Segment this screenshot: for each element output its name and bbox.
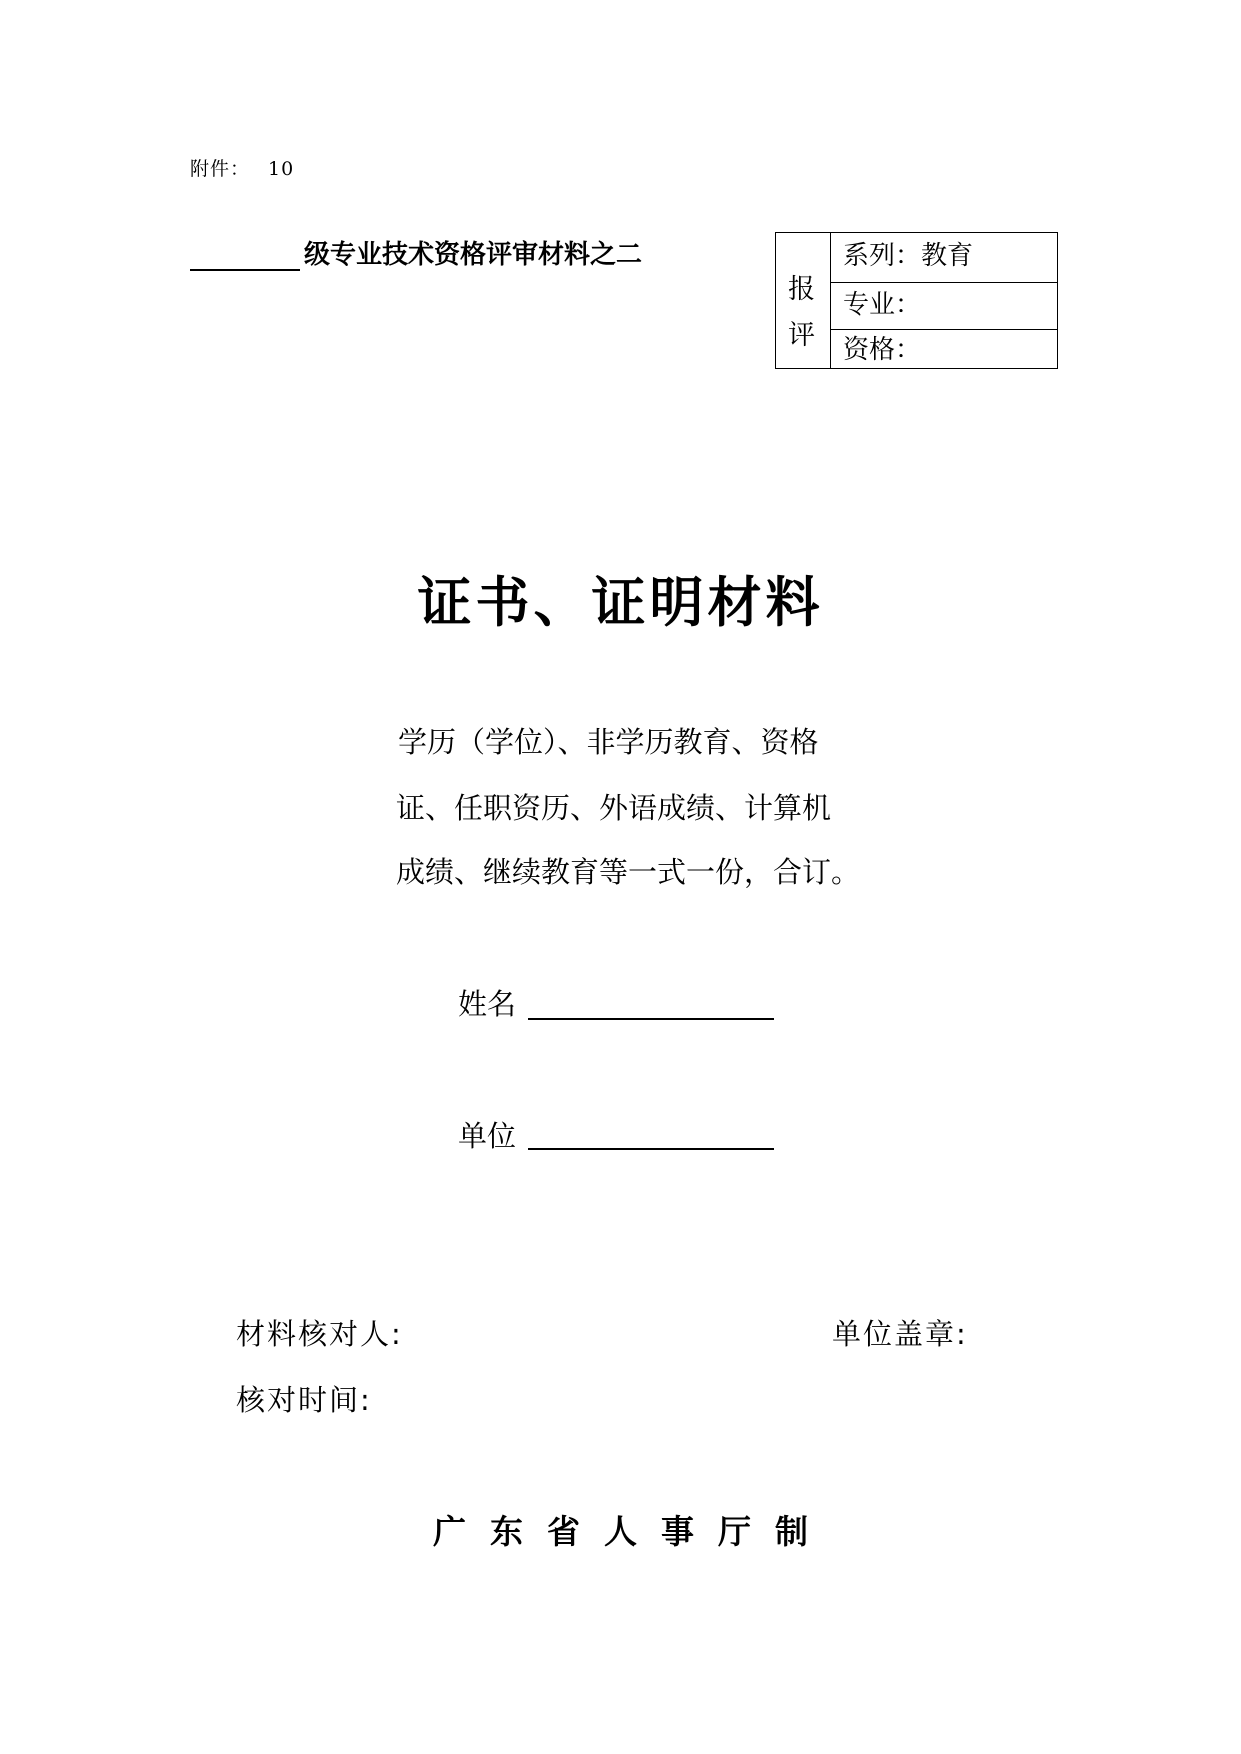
description-line-1: 学历（学位）、非学历教育、资格 — [398, 725, 819, 759]
issuer-char: 制 — [775, 1512, 808, 1551]
issuer-footer — [0, 1506, 1241, 1553]
issuer-char: 人 — [604, 1512, 637, 1551]
attachment-label — [190, 154, 294, 181]
review-row-major: 专业： — [831, 283, 1057, 330]
review-side-char-2: 评 — [788, 320, 815, 351]
review-side-char-1: 报 — [788, 274, 815, 305]
issuer-char: 广 — [433, 1512, 466, 1551]
review-info-box — [775, 232, 1058, 369]
description-line-3: 成绩、继续教育等一式一份，合订。 — [396, 855, 861, 889]
page-title: 证书、证明材料 — [417, 571, 824, 634]
review-side-label — [776, 233, 831, 368]
seal-label: 单位盖章: — [832, 1317, 968, 1351]
review-row-series: 系列：教育 — [831, 233, 1057, 283]
issuer-char: 事 — [661, 1512, 694, 1551]
unit-field-line[interactable] — [528, 1148, 774, 1150]
unit-label: 单位 — [458, 1119, 517, 1153]
attachment-label-text: 附件： — [190, 158, 251, 180]
description-line-2: 证、任职资历、外语成绩、计算机 — [396, 791, 832, 825]
review-row-qualification: 资格： — [843, 335, 922, 365]
series-title: 级专业技术资格评审材料之二 — [304, 240, 643, 270]
series-title-line — [190, 234, 642, 271]
attachment-number: 10 — [268, 158, 295, 180]
name-label: 姓名 — [458, 987, 517, 1021]
name-field-line[interactable] — [528, 1018, 774, 1020]
check-time-label: 核对时间: — [236, 1383, 372, 1417]
issuer-char: 厅 — [718, 1512, 751, 1551]
level-blank-line — [190, 241, 300, 271]
issuer-char: 东 — [490, 1512, 523, 1551]
checker-label: 材料核对人: — [236, 1317, 403, 1351]
issuer-char: 省 — [547, 1512, 580, 1551]
